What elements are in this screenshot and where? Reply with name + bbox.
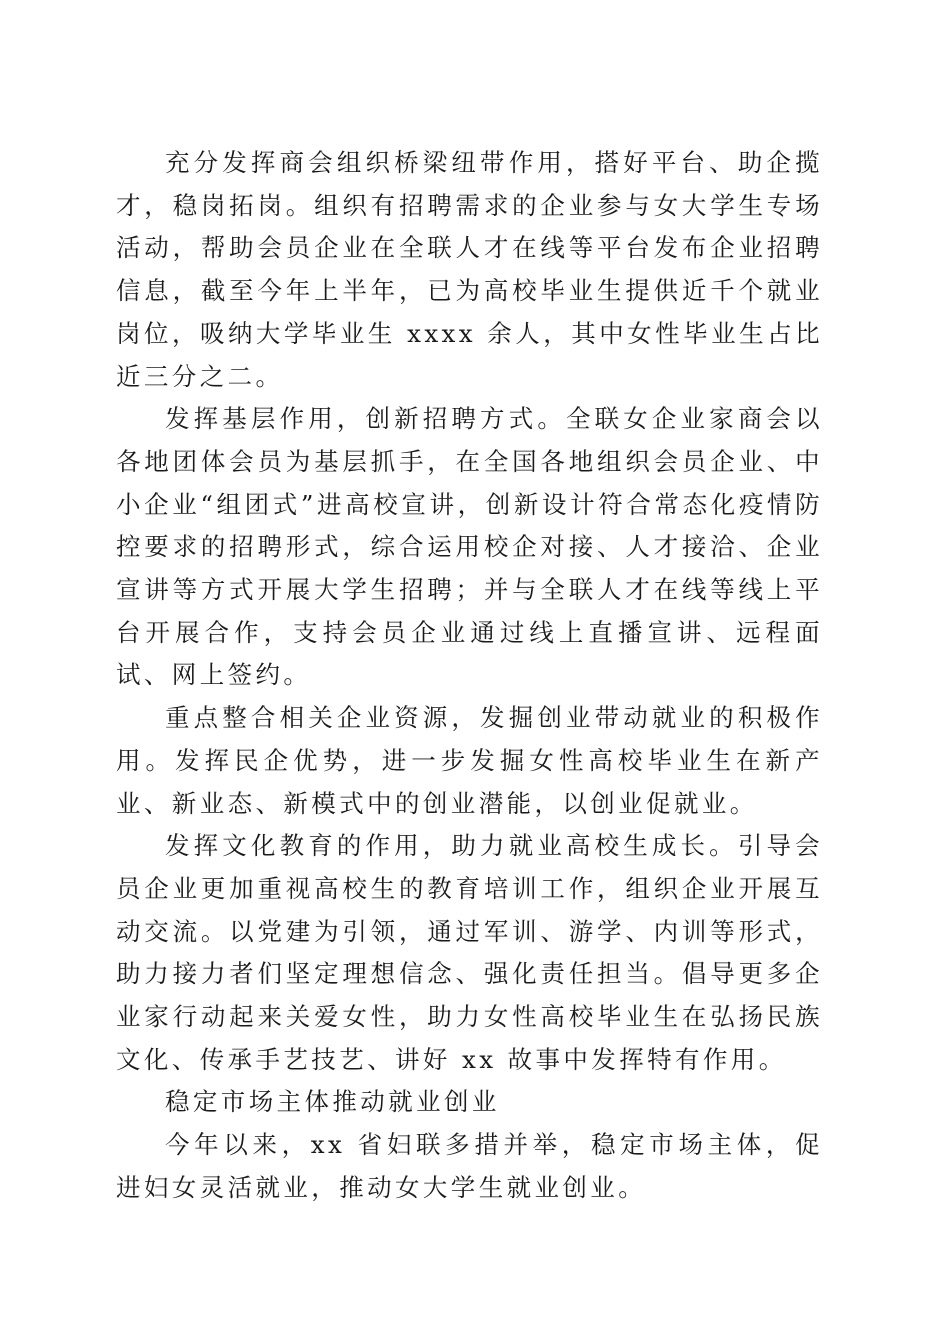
paragraph-culture-education: 发挥文化教育的作用，助力就业高校生成长。引导会员企业更加重视高校生的教育培训工作，组织企业开展互动交流。以党建为引领，通过军训、游学、内训等形式，助力接力者们坚定理想信念、强化责任担当。倡导更多企业家行动起来关爱女性，助力女性高校毕业生在弘扬民族文化、传承手艺技艺、讲好 xx 故事中发挥特有作用。 xyxy=(116,831,823,1074)
paragraph-entrepreneurship: 重点整合相关企业资源，发掘创业带动就业的积极作用。发挥民企优势，进一步发掘女性高校毕业生在新产业、新业态、新模式中的创业潜能，以创业促就业。 xyxy=(116,703,823,818)
section-heading-market-entities: 稳定市场主体推动就业创业 xyxy=(165,1087,500,1117)
document-body xyxy=(116,142,823,1210)
paragraph-chamber-of-commerce: 充分发挥商会组织桥梁纽带作用，搭好平台、助企揽才，稳岗拓岗。组织有招聘需求的企业参与女大学生专场活动，帮助会员企业在全联人才在线等平台发布企业招聘信息，截至今年上半年，已为高校毕业生提供近千个就业岗位，吸纳大学毕业生 xxxx 余人，其中女性毕业生占比近三分之二。 xyxy=(116,148,823,391)
paragraph-provincial-federation: 今年以来，xx 省妇联多措并举，稳定市场主体，促进妇女灵活就业，推动女大学生就业创业。 xyxy=(116,1130,823,1202)
paragraph-grassroots-recruitment: 发挥基层作用，创新招聘方式。全联女企业家商会以各地团体会员为基层抓手，在全国各地组织会员企业、中小企业“组团式”进高校宣讲，创新设计符合常态化疫情防控要求的招聘形式，综合运用校企对接、人才接洽、企业宣讲等方式开展大学生招聘；并与全联人才在线等线上平台开展合作，支持会员企业通过线上直播宣讲、远程面试、网上签约。 xyxy=(116,404,823,690)
